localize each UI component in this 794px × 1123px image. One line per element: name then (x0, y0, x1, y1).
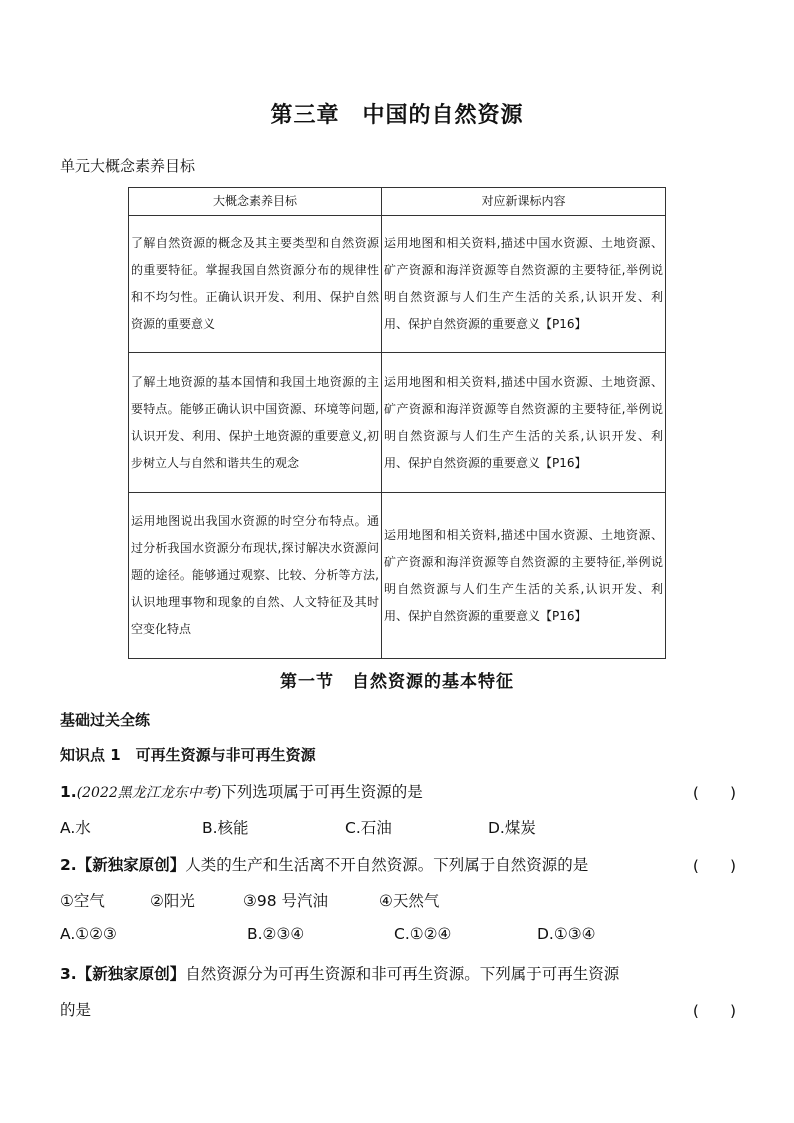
table-header-goals: 大概念素养目标 (129, 188, 382, 216)
table-header-standards: 对应新课标内容 (382, 188, 666, 216)
option-d: D.煤炭 (488, 819, 536, 837)
answer-blank: ( ) (692, 784, 736, 802)
table-cell-standard: 运用地图和相关资料,描述中国水资源、土地资源、矿产资源和海洋资源等自然资源的主要特征,举例说明自然资源与人们生产生活的关系,认识开发、利用、保护自然资源的重要意义【P16】 (382, 353, 666, 493)
option-b: B.核能 (202, 819, 249, 837)
table-header-row (129, 188, 666, 216)
unit-heading: 单元大概念素养目标 (60, 157, 196, 175)
goals-table (128, 187, 666, 659)
item-4: ④天然气 (379, 892, 440, 910)
question-text: 人类的生产和生活离不开自然资源。下列属于自然资源的是 (185, 856, 589, 874)
item-1: ①空气 (60, 892, 105, 910)
question-tag: 【新独家原创】 (76, 856, 186, 874)
table-cell-goal: 了解自然资源的概念及其主要类型和自然资源的重要特征。掌握我国自然资源分布的规律性和不均匀性。正确认识开发、利用、保护自然资源的重要意义 (129, 216, 382, 353)
table-cell-goal: 运用地图说出我国水资源的时空分布特点。通过分析我国水资源分布现状,探讨解决水资源问题的途径。能够通过观察、比较、分析等方法,认识地理事物和现象的自然、人文特征及其时空变化特点 (129, 493, 382, 659)
answer-blank: ( ) (692, 1002, 736, 1020)
item-3: ③98 号汽油 (243, 892, 329, 910)
option-c: C.石油 (345, 819, 392, 837)
option-a: A.①②③ (60, 925, 117, 943)
question-text: 下列选项属于可再生资源的是 (221, 783, 423, 801)
table-row (129, 216, 666, 353)
table-cell-standard: 运用地图和相关资料,描述中国水资源、土地资源、矿产资源和海洋资源等自然资源的主要特征,举例说明自然资源与人们生产生活的关系,认识开发、利用、保护自然资源的重要意义【P16】 (382, 493, 666, 659)
table-cell-standard: 运用地图和相关资料,描述中国水资源、土地资源、矿产资源和海洋资源等自然资源的主要特征,举例说明自然资源与人们生产生活的关系,认识开发、利用、保护自然资源的重要意义【P16】 (382, 216, 666, 353)
section-title: 第一节 自然资源的基本特征 (280, 672, 514, 692)
question-source: (2022黑龙江龙东中考) (76, 785, 222, 801)
question-tag: 【新独家原创】 (76, 965, 186, 983)
answer-blank: ( ) (692, 857, 736, 875)
question-3 (60, 962, 750, 986)
table-cell-goal: 了解土地资源的基本国情和我国土地资源的主要特点。能够正确认识中国资源、环境等问题,认识开发、利用、保护土地资源的重要意义,初步树立人与自然和谐共生的观念 (129, 353, 382, 493)
knowledge-point-heading: 知识点 1 可再生资源与非可再生资源 (60, 746, 316, 764)
question-number: 3. (60, 965, 77, 983)
option-b: B.②③④ (247, 925, 305, 943)
option-c: C.①②④ (394, 925, 452, 943)
option-d: D.①③④ (537, 925, 596, 943)
question-2 (60, 853, 700, 877)
question-text: 自然资源分为可再生资源和非可再生资源。下列属于可再生资源 (185, 965, 620, 983)
question-1 (60, 780, 740, 805)
question-3-continued: 的是 (60, 1001, 92, 1019)
table-row (129, 493, 666, 659)
practice-heading: 基础过关全练 (60, 711, 151, 729)
question-number: 1. (60, 783, 77, 801)
table-row (129, 353, 666, 493)
item-2: ②阳光 (150, 892, 195, 910)
option-a: A.水 (60, 819, 91, 837)
chapter-title: 第三章 中国的自然资源 (270, 103, 524, 128)
question-number: 2. (60, 856, 77, 874)
